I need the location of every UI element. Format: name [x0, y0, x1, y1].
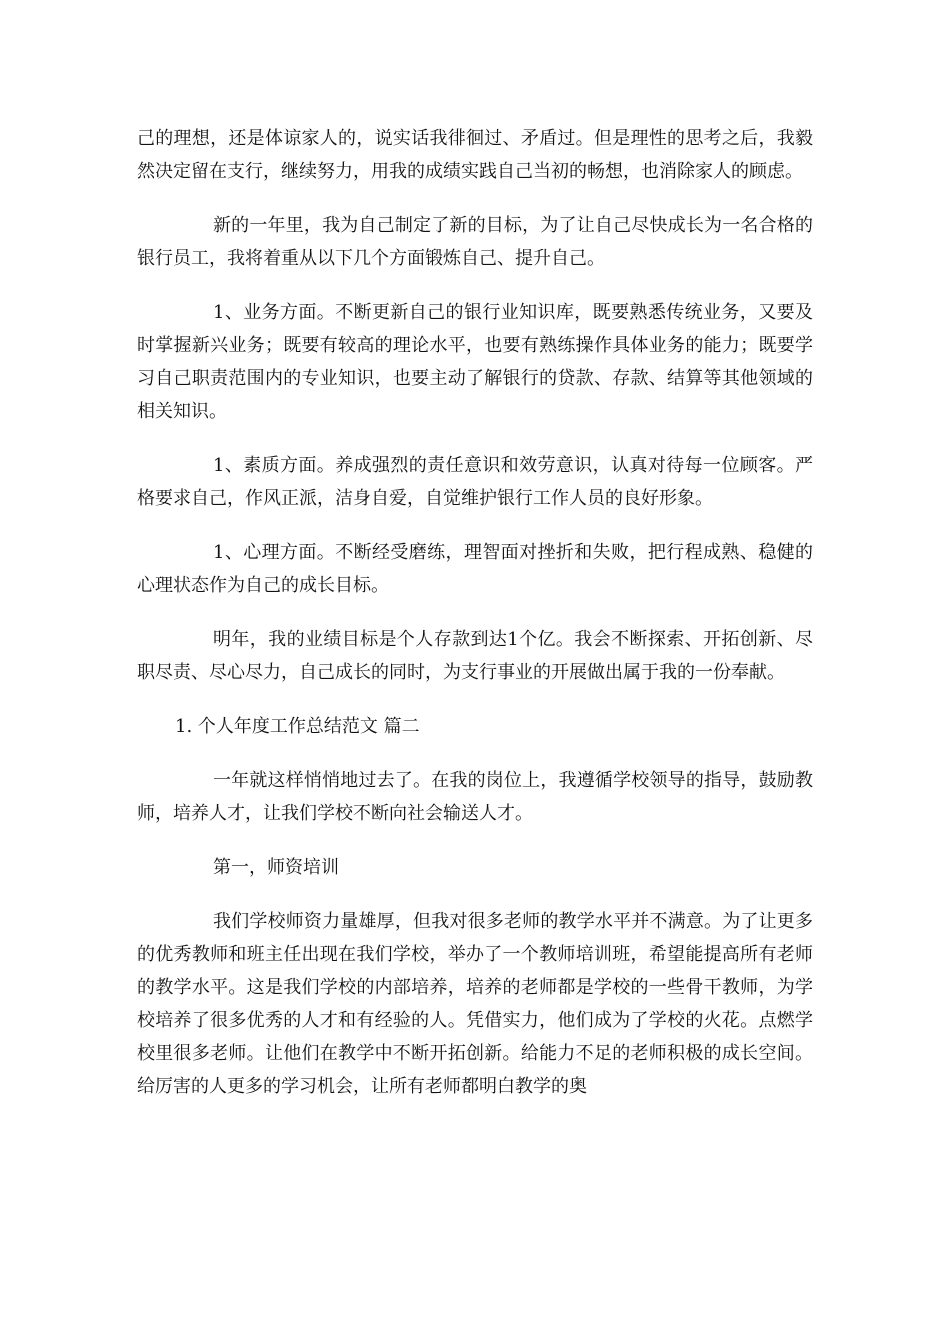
section-heading: 1. 个人年度工作总结范文 篇二: [175, 716, 420, 737]
subheading-teacher-training: 第一，师资培训: [213, 857, 339, 878]
paragraph-new-year-goals: 新的一年里，我为自己制定了新的目标，为了让自己尽快成长为一名合格的银行员工，我将着重从以下几个方面锻炼自己、提升自己。: [137, 215, 813, 269]
paragraph-continuation: 己的理想，还是体谅家人的，说实话我徘徊过、矛盾过。但是理性的思考之后，我毅然决定留在支行，继续努力，用我的成绩实践自己当初的畅想，也消除家人的顾虑。: [137, 128, 813, 182]
paragraph-teacher-training: 我们学校师资力量雄厚，但我对很多老师的教学水平并不满意。为了让更多的优秀教师和班主任出现在我们学校，举办了一个教师培训班，希望能提高所有老师的教学水平。这是我们学校的内部培养，培养的老师都是学校的一些骨干教师，为学校培养了很多优秀的人才和有经验的人。凭借实力，他们成为了学校的火花。点燃学校里很多老师。让他们在教学中不断开拓创新。给能力不足的老师积极的成长空间。给厉害的人更多的学习机会，让所有老师都明白教学的奥: [137, 911, 813, 1097]
paragraph-psychology-aspect: 1、心理方面。不断经受磨练，理智面对挫折和失败，把行程成熟、稳健的心理状态作为自己的成长目标。: [137, 542, 813, 596]
paragraph-business-aspect: 1、业务方面。不断更新自己的银行业知识库，既要熟悉传统业务，又要及时掌握新兴业务；既要有较高的理论水平，也要有熟练操作具体业务的能力；既要学习自己职责范围内的专业知识，也要主动了解银行的贷款、存款、结算等其他领域的相关知识。: [137, 302, 813, 422]
paragraph-quality-aspect: 1、素质方面。养成强烈的责任意识和效劳意识，认真对待每一位顾客。严格要求自己，作风正派，洁身自爱，自觉维护银行工作人员的良好形象。: [137, 455, 813, 509]
paragraph-year-passed: 一年就这样悄悄地过去了。在我的岗位上，我遵循学校领导的指导，鼓励教师，培养人才，让我们学校不断向社会输送人才。: [137, 770, 813, 824]
paragraph-next-year-target: 明年，我的业绩目标是个人存款到达1个亿。我会不断探索、开拓创新、尽职尽责、尽心尽力，自己成长的同时，为支行事业的开展做出属于我的一份奉献。: [137, 629, 813, 683]
document-page: [137, 122, 813, 1124]
